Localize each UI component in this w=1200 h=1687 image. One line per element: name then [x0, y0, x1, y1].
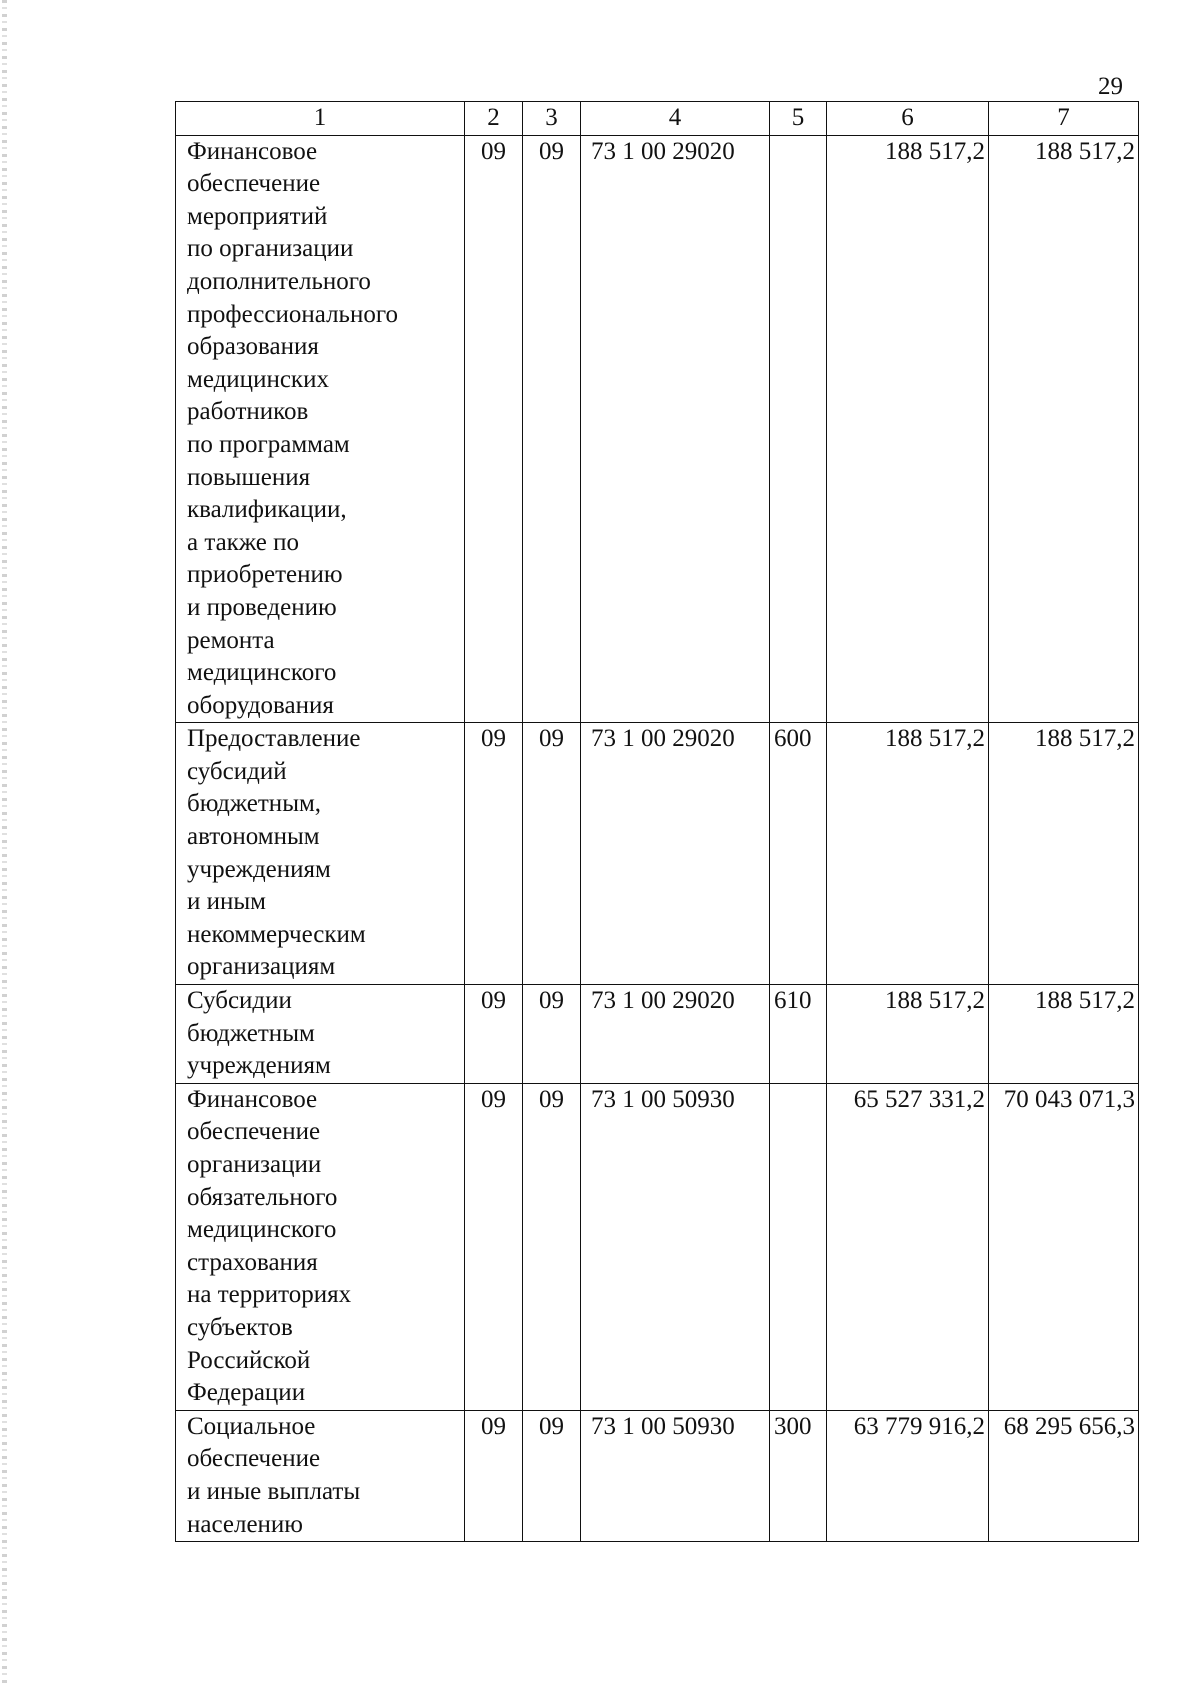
scan-edge-artifact — [2, 0, 7, 1687]
target-article-cell: 73 1 00 29020 — [581, 135, 770, 723]
header-cell-3: 3 — [523, 102, 581, 136]
expense-type-cell — [770, 1083, 827, 1410]
table-header-row — [176, 102, 1139, 136]
subsection-code-cell: 09 — [523, 723, 581, 985]
amount-year1-cell: 188 517,2 — [827, 135, 989, 723]
amount-year1-cell: 188 517,2 — [827, 723, 989, 985]
expense-type-cell — [770, 135, 827, 723]
header-cell-1: 1 — [176, 102, 465, 136]
amount-year1-cell: 65 527 331,2 — [827, 1083, 989, 1410]
table-row — [176, 1410, 1139, 1541]
section-code-cell: 09 — [465, 1410, 523, 1541]
row-name-cell: Субсидии бюджетным учреждениям — [176, 985, 465, 1084]
table-row — [176, 1083, 1139, 1410]
section-code-cell: 09 — [465, 985, 523, 1084]
subsection-code-cell: 09 — [523, 1410, 581, 1541]
amount-year2-cell: 188 517,2 — [989, 135, 1139, 723]
table-row — [176, 723, 1139, 985]
row-name-cell: Финансовое обеспечение мероприятий по организации дополнительного профессионального образования медицинских работников по программам повышения квалификации, а также по приобретению и проведению ремонта медицинского оборудования — [176, 135, 465, 723]
target-article-cell: 73 1 00 29020 — [581, 985, 770, 1084]
subsection-code-cell: 09 — [523, 135, 581, 723]
header-cell-7: 7 — [989, 102, 1139, 136]
amount-year2-cell: 188 517,2 — [989, 723, 1139, 985]
table-row — [176, 135, 1139, 723]
header-cell-2: 2 — [465, 102, 523, 136]
row-name-cell: Предоставление субсидий бюджетным, автономным учреждениям и иным некоммерческим организациям — [176, 723, 465, 985]
amount-year2-cell: 68 295 656,3 — [989, 1410, 1139, 1541]
subsection-code-cell: 09 — [523, 1083, 581, 1410]
section-code-cell: 09 — [465, 1083, 523, 1410]
amount-year2-cell: 70 043 071,3 — [989, 1083, 1139, 1410]
page-number: 29 — [1098, 73, 1123, 100]
table-row — [176, 985, 1139, 1084]
amount-year1-cell: 63 779 916,2 — [827, 1410, 989, 1541]
row-name-cell: Социальное обеспечение и иные выплаты населению — [176, 1410, 465, 1541]
expense-type-cell: 600 — [770, 723, 827, 985]
header-cell-4: 4 — [581, 102, 770, 136]
amount-year2-cell: 188 517,2 — [989, 985, 1139, 1084]
row-name-cell: Финансовое обеспечение организации обязательного медицинского страхования на территориях субъектов Российской Федерации — [176, 1083, 465, 1410]
target-article-cell: 73 1 00 50930 — [581, 1083, 770, 1410]
section-code-cell: 09 — [465, 723, 523, 985]
expense-type-cell: 300 — [770, 1410, 827, 1541]
target-article-cell: 73 1 00 50930 — [581, 1410, 770, 1541]
header-cell-5: 5 — [770, 102, 827, 136]
amount-year1-cell: 188 517,2 — [827, 985, 989, 1084]
section-code-cell: 09 — [465, 135, 523, 723]
subsection-code-cell: 09 — [523, 985, 581, 1084]
expense-type-cell: 610 — [770, 985, 827, 1084]
budget-table — [175, 101, 1139, 1542]
header-cell-6: 6 — [827, 102, 989, 136]
target-article-cell: 73 1 00 29020 — [581, 723, 770, 985]
